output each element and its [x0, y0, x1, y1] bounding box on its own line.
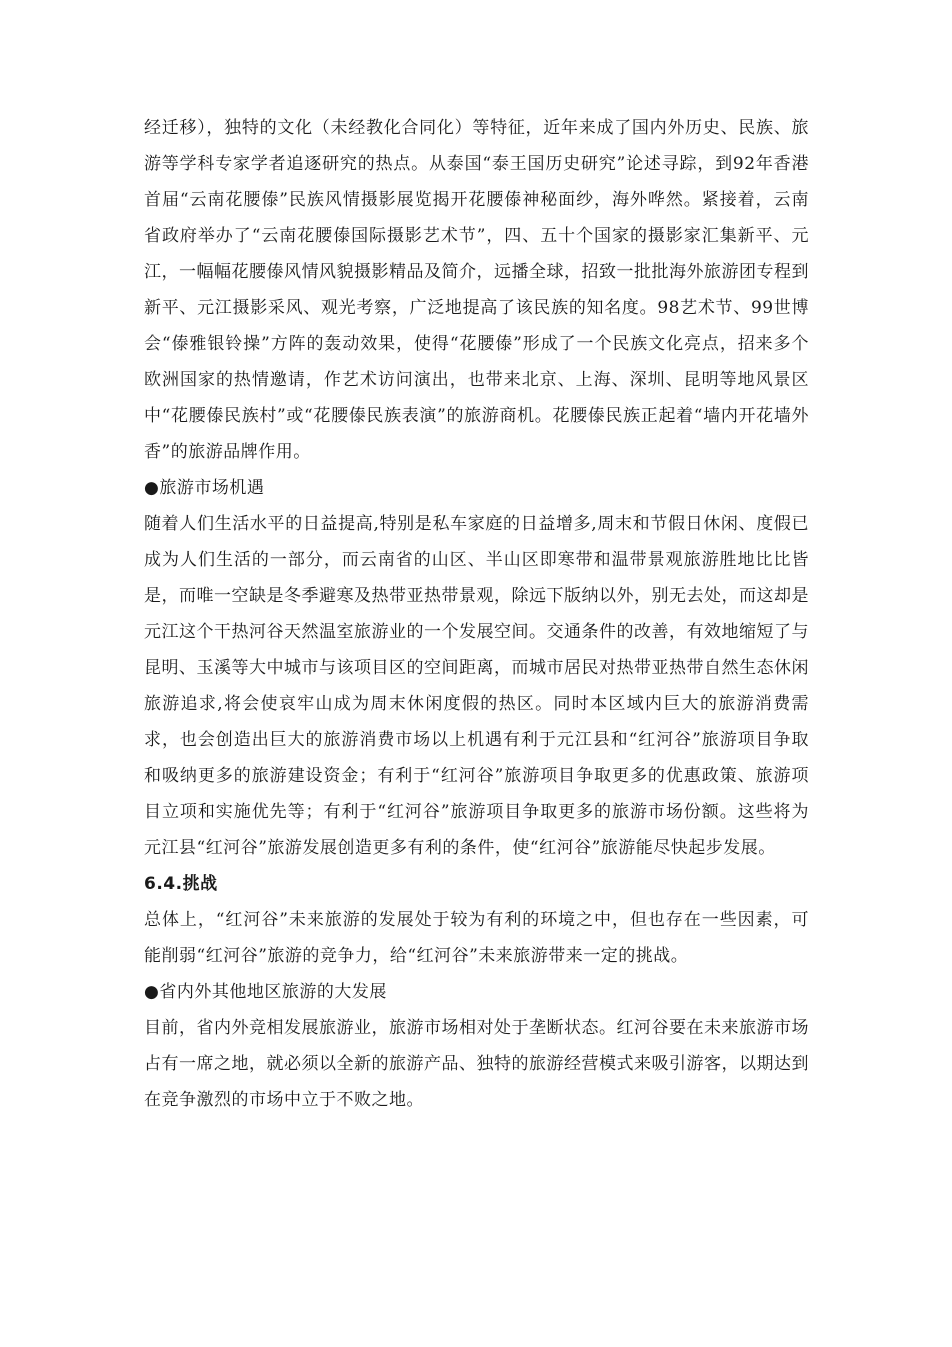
document-page [144, 110, 809, 1118]
bullet-market-opportunity: ●旅游市场机遇 [144, 478, 265, 498]
paragraph-market-opportunity: 随着人们生活水平的日益提高,特别是私车家庭的日益增多,周末和节假日休闲、度假已成为人们生活的一部分，而云南省的山区、半山区即寒带和温带景观旅游胜地比比皆是，而唯一空缺是冬季避寒及热带亚热带景观，除远下版纳以外，别无去处，而这却是元江这个干热河谷天然温室旅游业的一个发展空间。交通条件的改善，有效地缩短了与昆明、玉溪等大中城市与该项目区的空间距离，而城市居民对热带亚热带自然生态休闲旅游追求,将会使哀牢山成为周末休闲度假的热区。同时本区域内巨大的旅游消费需求，也会创造出巨大的旅游消费市场以上机遇有利于元江县和“红河谷”旅游项目争取和吸纳更多的旅游建设资金；有利于“红河谷”旅游项目争取更多的优惠政策、旅游项目立项和实施优先等；有利于“红河谷”旅游项目争取更多的旅游市场份额。这些将为元江县“红河谷”旅游发展创造更多有利的条件，使“红河谷”旅游能尽快起步发展。 [144, 514, 809, 858]
paragraph-regional-competition: 目前，省内外竞相发展旅游业，旅游市场相对处于垄断状态。红河谷要在未来旅游市场占有一席之地，就必须以全新的旅游产品、独特的旅游经营模式来吸引游客，以期达到在竞争激烈的市场中立于不败之地。 [144, 1018, 809, 1110]
paragraph-culture: 经迁移），独特的文化（未经教化合同化）等特征，近年来成了国内外历史、民族、旅游等学科专家学者追逐研究的热点。从泰国“泰王国历史研究”论述寻踪，到92年香港首届“云南花腰傣”民族风情摄影展览揭开花腰傣神秘面纱，海外哗然。紧接着，云南省政府举办了“云南花腰傣国际摄影艺术节”，四、五十个国家的摄影家汇集新平、元江，一幅幅花腰傣风情风貌摄影精品及简介，远播全球，招致一批批海外旅游团专程到新平、元江摄影采风、观光考察，广泛地提高了该民族的知名度。98艺术节、99世博会“傣雅银铃操”方阵的轰动效果，使得“花腰傣”形成了一个民族文化亮点，招来多个欧洲国家的热情邀请，作艺术访问演出，也带来北京、上海、深圳、昆明等地风景区中“花腰傣民族村”或“花腰傣民族表演”的旅游商机。花腰傣民族正起着“墙内开花墙外香”的旅游品牌作用。 [144, 118, 809, 462]
paragraph-challenges-intro: 总体上，“红河谷”未来旅游的发展处于较为有利的环境之中，但也存在一些因素，可能削弱“红河谷”旅游的竞争力，给“红河谷”未来旅游带来一定的挑战。 [144, 910, 809, 966]
section-heading-challenges: 6.4.挑战 [144, 874, 218, 894]
bullet-regional-competition: ●省内外其他地区旅游的大发展 [144, 982, 387, 1002]
